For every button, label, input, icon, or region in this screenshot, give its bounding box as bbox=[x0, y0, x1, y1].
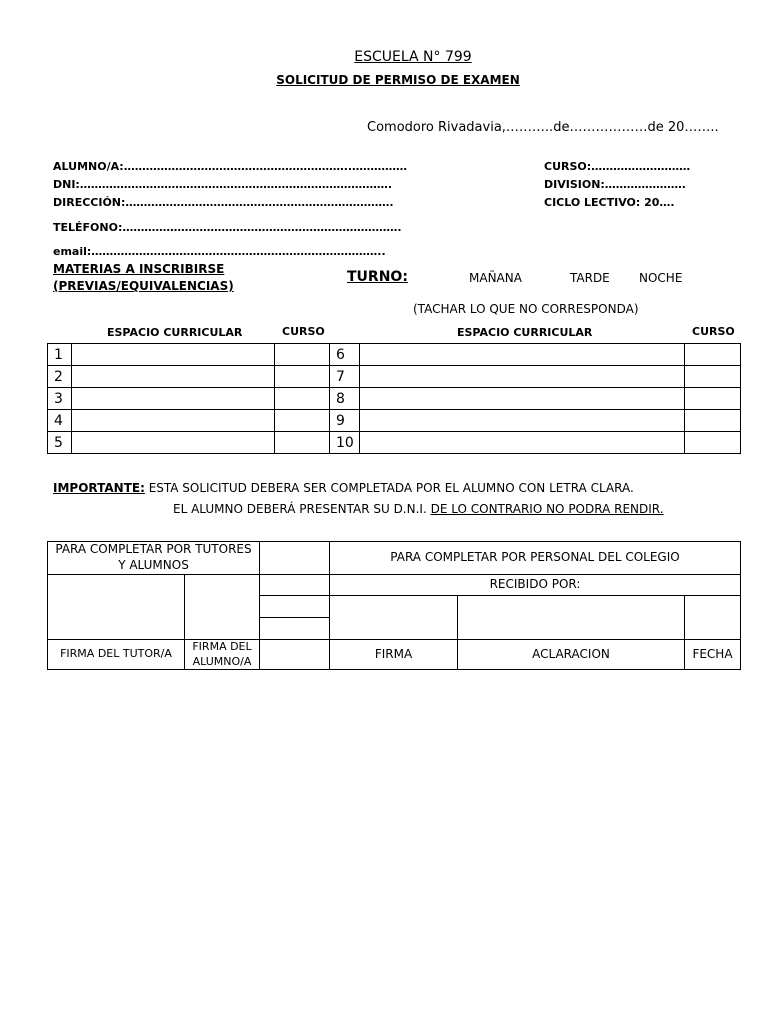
row-number: 10 bbox=[330, 432, 360, 454]
dni-field: DNI:…………………………………………………………………………. bbox=[53, 178, 393, 191]
col-curso-right: CURSO bbox=[692, 325, 735, 338]
form-title: SOLICITUD DE PERMISO DE EXAMEN bbox=[276, 73, 520, 87]
espacio-curricular-cell[interactable] bbox=[360, 410, 685, 432]
curso-cell[interactable] bbox=[275, 410, 330, 432]
espacio-curricular-cell[interactable] bbox=[360, 366, 685, 388]
espacio-curricular-cell[interactable] bbox=[72, 432, 275, 454]
notice-text: ESTA SOLICITUD DEBERA SER COMPLETADA POR EL ALUMNO CON LETRA CLARA. bbox=[144, 481, 634, 495]
email-field: email:…………………………………………………………………….. bbox=[53, 245, 386, 258]
firma-tutor-space[interactable] bbox=[48, 575, 185, 640]
row-number: 4 bbox=[48, 410, 72, 432]
telefono-field: TELÉFONO:…………………………………………………………………. bbox=[53, 221, 402, 234]
espacio-curricular-cell[interactable] bbox=[72, 366, 275, 388]
turno-note: (TACHAR LO QUE NO CORRESPONDA) bbox=[413, 302, 639, 316]
aclaracion-label: ACLARACION bbox=[458, 640, 685, 670]
espacio-curricular-cell[interactable] bbox=[72, 344, 275, 366]
table-row bbox=[48, 388, 741, 410]
importante-label: IMPORTANTE: bbox=[53, 481, 145, 495]
curso-cell[interactable] bbox=[275, 344, 330, 366]
school-name: ESCUELA N° 799 bbox=[354, 49, 472, 65]
table-row bbox=[48, 640, 741, 670]
curso-cell[interactable] bbox=[275, 388, 330, 410]
row-number: 9 bbox=[330, 410, 360, 432]
curso-cell[interactable] bbox=[685, 366, 741, 388]
row-number: 5 bbox=[48, 432, 72, 454]
espacio-curricular-cell[interactable] bbox=[72, 410, 275, 432]
row-number: 8 bbox=[330, 388, 360, 410]
table-row bbox=[48, 432, 741, 454]
subjects-table bbox=[47, 343, 741, 454]
direccion-field: DIRECCIÓN:………………………………………………………………. bbox=[53, 196, 394, 209]
notice-line1 bbox=[53, 481, 634, 495]
table-row bbox=[48, 366, 741, 388]
tutores-header: PARA COMPLETAR POR TUTORES Y ALUMNOS bbox=[48, 542, 260, 575]
ciclo-lectivo-field: CICLO LECTIVO: 20…. bbox=[544, 196, 675, 209]
place-date-line: Comodoro Rivadavia,………..de………………de 20…….. bbox=[367, 120, 719, 135]
table-row bbox=[48, 542, 741, 575]
espacio-curricular-cell[interactable] bbox=[72, 388, 275, 410]
row-number: 7 bbox=[330, 366, 360, 388]
col-curso-left: CURSO bbox=[282, 325, 325, 338]
aclaracion-space[interactable] bbox=[458, 596, 685, 640]
row-number: 1 bbox=[48, 344, 72, 366]
curso-cell[interactable] bbox=[275, 366, 330, 388]
turno-label: TURNO: bbox=[347, 269, 408, 285]
alumno-field: ALUMNO/A:……………………………………………………..…………… bbox=[53, 160, 408, 173]
col-espacio-curricular-left: ESPACIO CURRICULAR bbox=[107, 326, 243, 339]
firma-space[interactable] bbox=[330, 596, 458, 640]
turno-option-noche: NOCHE bbox=[639, 271, 683, 285]
division-field: DIVISION:…………………. bbox=[544, 178, 686, 191]
fecha-label: FECHA bbox=[685, 640, 741, 670]
turno-option-tarde: TARDE bbox=[570, 271, 610, 285]
curso-field: CURSO:……………………… bbox=[544, 160, 691, 173]
espacio-curricular-cell[interactable] bbox=[360, 344, 685, 366]
table-row bbox=[48, 344, 741, 366]
colegio-header: PARA COMPLETAR POR PERSONAL DEL COLEGIO bbox=[330, 542, 741, 575]
curso-cell[interactable] bbox=[685, 410, 741, 432]
blank-cell bbox=[260, 596, 330, 640]
subjects-heading-line2: (PREVIAS/EQUIVALENCIAS) bbox=[53, 279, 234, 293]
row-number: 2 bbox=[48, 366, 72, 388]
row-number: 3 bbox=[48, 388, 72, 410]
espacio-curricular-cell[interactable] bbox=[360, 432, 685, 454]
blank-cell bbox=[260, 575, 330, 596]
notice-dni-text: EL ALUMNO DEBERÁ PRESENTAR SU D.N.I. bbox=[173, 502, 431, 516]
espacio-curricular-cell[interactable] bbox=[360, 388, 685, 410]
blank-cell bbox=[260, 640, 330, 670]
curso-cell[interactable] bbox=[685, 432, 741, 454]
fecha-space[interactable] bbox=[685, 596, 741, 640]
turno-option-manana: MAÑANA bbox=[469, 271, 522, 285]
firma-label: FIRMA bbox=[330, 640, 458, 670]
signature-table bbox=[47, 541, 741, 670]
firma-alumno-label: FIRMA DEL ALUMNO/A bbox=[185, 640, 260, 670]
notice-line2 bbox=[173, 502, 664, 516]
blank-cell bbox=[260, 542, 330, 575]
col-espacio-curricular-right: ESPACIO CURRICULAR bbox=[457, 326, 593, 339]
curso-cell[interactable] bbox=[275, 432, 330, 454]
firma-alumno-space[interactable] bbox=[185, 575, 260, 640]
subjects-heading-line1: MATERIAS A INSCRIBIRSE bbox=[53, 262, 225, 276]
table-row bbox=[48, 575, 741, 596]
row-number: 6 bbox=[330, 344, 360, 366]
firma-tutor-label: FIRMA DEL TUTOR/A bbox=[48, 640, 185, 670]
table-row bbox=[48, 410, 741, 432]
notice-warning-text: DE LO CONTRARIO NO PODRA RENDIR. bbox=[430, 502, 664, 516]
curso-cell[interactable] bbox=[685, 388, 741, 410]
curso-cell[interactable] bbox=[685, 344, 741, 366]
recibido-por-label: RECIBIDO POR: bbox=[330, 575, 741, 596]
